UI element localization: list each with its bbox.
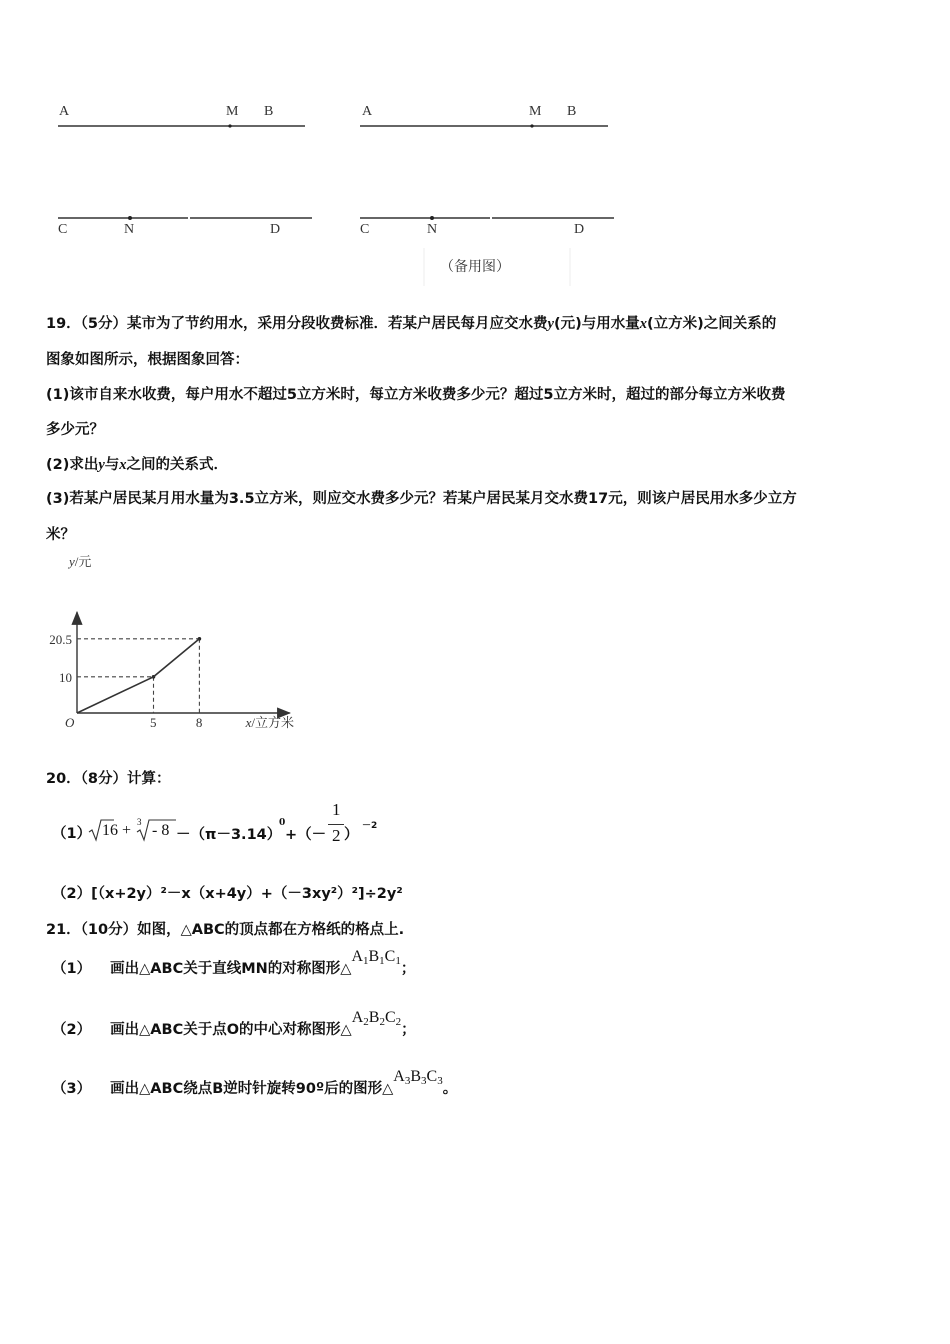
vertex-a: A [351,1009,364,1026]
q21-item-1 [52,948,416,979]
q20-part1-mid: －（π－3.14） [176,827,282,843]
q19-stem: 19．（5分）某市为了节约用水，采用分段收费标准．若某户居民每月应交水费 [46,316,548,332]
neg-two-exponent: －2 [362,821,378,831]
q19-x-var: x [639,316,647,332]
q19-part3-line1: (3)若某户居民某月用水量为3.5立方米，则应交水费多少元？若某户居民某月交水费17元，则该户居民用水多少立方 [46,491,797,507]
label-a-left: A [59,104,70,119]
origin-label: O [65,715,75,730]
y-tick-label-10: 10 [59,669,72,685]
fraction-numerator: 1 [332,800,341,819]
vertex-b: B [368,1009,380,1026]
q21-item-end: ； [400,961,416,977]
vertex-c: C [426,1068,438,1085]
label-a-right: A [362,104,373,119]
vertex-c-subscript: 1 [395,955,401,967]
vertex-b-subscript: 3 [421,1075,427,1087]
q21-item-label: （2） [52,1022,92,1038]
q19-mid1: (元)与用水量 [553,316,640,332]
vertex-b-subscript: 1 [379,955,385,967]
label-d-left: D [270,222,281,237]
q21-item-text: 画出△ABC绕点B逆时针旋转90º后的图形△ [110,1081,394,1097]
vertex-a-subscript: 1 [363,955,369,967]
cbrt-index: 3 [137,817,142,827]
vertex-a: A [351,948,363,965]
q19-part2-mid: 与 [104,457,120,473]
q20-title: 20．（8分）计算： [46,771,171,787]
vertex-c-subscript: 3 [437,1075,443,1087]
vertex-b: B [410,1068,422,1085]
q19-y-var: y [547,316,554,332]
q19-line2: 图象如图所示，根据图象回答： [46,352,249,368]
vertex-c-subscript: 2 [395,1016,402,1028]
q19-mid2: (立方米)之间关系的 [646,316,777,332]
vertex-a: A [393,1068,405,1085]
label-c-left: C [58,222,68,237]
q21-item-label: （1） [52,961,92,977]
backup-figure-caption: （备用图） [440,259,510,275]
q21-item-end: ； [401,1022,416,1038]
q19-part2-x: x [119,457,127,473]
q19-part2-pre: (2)求出 [46,457,99,473]
q20-part1-plus2: +（－ [285,827,327,843]
vertex-b-subscript: 2 [379,1016,385,1028]
x-tick-label-8: 8 [195,715,203,730]
q19-part1-line2: 多少元？ [46,422,104,438]
q21-item-2 [52,1009,416,1040]
q20-part2: （2）[（x+2y）²－x（x+4y）+（－3xy²）²]÷2y² [52,886,403,902]
sqrt-radicand: 16 [102,822,118,839]
q19-part2 [46,453,228,474]
zero-exponent: 0 [279,818,286,828]
fee-line-series [77,639,199,713]
x-axis-label: x/立方米 [245,715,295,730]
q19-part2-y: y [98,457,105,473]
vertex-c: C [384,948,396,965]
q20-part1-close: ） [344,827,359,843]
q19-line1 [46,312,776,333]
vertex-c: C [384,1009,396,1026]
vertex-a-subscript: 3 [404,1075,411,1087]
q19-part1-line1: (1)该市自来水收费，每户用水不超过5立方米时，每立方米收费多少元？超过5立方米时，超过的部分每立方米收费 [46,387,786,403]
q20-part1-label: （1） [52,826,92,842]
label-n-left: N [124,222,135,237]
q21-item-text: 画出△ABC关于点O的中心对称图形△ [110,1022,352,1038]
label-d-right: D [574,222,585,237]
y-axis-label: y/元 [69,554,92,569]
point-n-left [128,216,132,220]
point-m-right [530,124,533,127]
plus-sign: + [122,822,132,839]
q19-part3-line2: 米？ [46,527,75,543]
vertex-b: B [368,948,380,965]
y-tick-label-20.5: 20.5 [49,631,72,647]
water-fee-chart [40,548,330,738]
label-m-left: M [226,104,239,119]
q21-item-text: 画出△ABC关于直线MN的对称图形△ [110,961,352,977]
q21-item-label: （3） [52,1081,92,1097]
q21-item-3 [52,1068,458,1099]
label-c-right: C [360,222,370,237]
x-tick-label-5: 5 [150,715,157,730]
label-b-right: B [567,104,577,119]
vertex-a-subscript: 2 [363,1016,369,1028]
cbrt-radicand: - 8 [152,822,170,839]
label-b-left: B [264,104,274,119]
q19-part2-post: 之间的关系式． [126,457,229,473]
label-n-right: N [427,222,438,237]
top-figures [0,0,950,300]
label-m-right: M [529,104,542,119]
q21-title: 21．（10分）如图，△ABC的顶点都在方格纸的格点上. [46,922,405,938]
q21-item-end: 。 [442,1081,458,1097]
point-m-left [228,124,231,127]
point-n-right [430,216,434,220]
fraction-denominator: 2 [332,826,341,845]
fraction-bar [328,824,344,825]
